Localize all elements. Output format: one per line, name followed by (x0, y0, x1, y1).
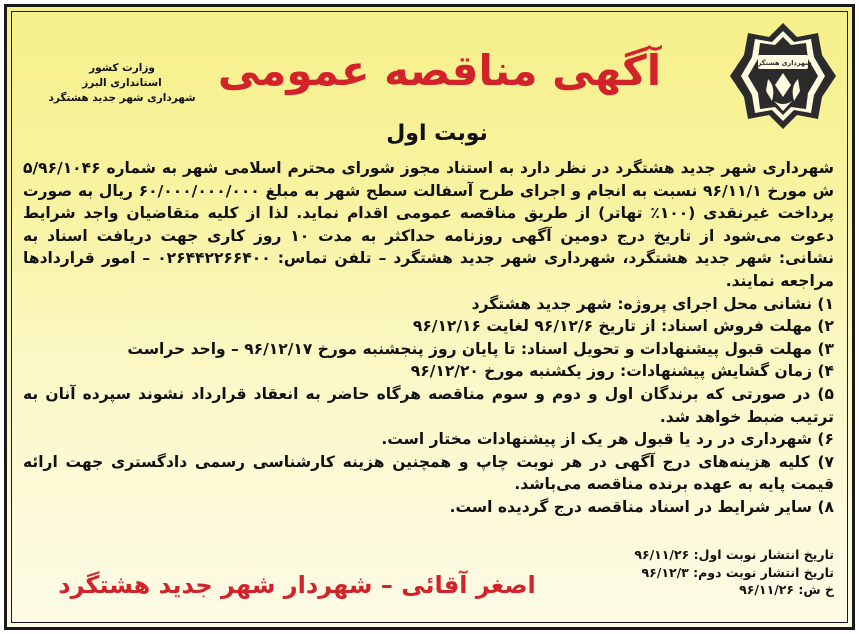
list-item: ۴) زمان گشایش پیشنهادات: روز یکشنبه مورخ ۹۶/۱۲/۲۰ (410, 362, 834, 381)
list-item: ۵) در صورتی که برندگان اول و دوم و سوم مناقصه هرگاه حاضر به انعقاد قرارداد نشوند سپرده آنان به ترتیب ضبط خواهد شد. (23, 384, 834, 426)
list-item: ۸) سایر شرایط در اسناد مناقصه درج گردیده است. (449, 497, 834, 516)
publication-dates (594, 546, 834, 599)
ad-body (23, 157, 834, 519)
publication-line: تاریخ انتشار نوبت دوم: ۹۶/۱۲/۳ (641, 564, 834, 580)
list-item: ۳) مهلت قبول پیشنهادات و تحویل اسناد: تا پایان روز پنجشنبه مورخ ۹۶/۱۲/۱۷ – واحد حراست (127, 339, 834, 358)
page-title: آگهی مناقصه عمومی (217, 46, 662, 95)
ministry-block (47, 61, 197, 106)
list-item: ۶) شهرداری در رد یا قبول هر یک از پیشنهادات مختار است. (381, 430, 834, 449)
list-item: ۲) مهلت فروش اسناد: از تاریخ ۹۶/۱۲/۶ لغایت ۹۶/۱۲/۱۶ (412, 317, 834, 336)
logo-text: شهرداری هشتگرد (754, 59, 812, 67)
list-item: ۷) کلیه هزینه‌های درج آگهی در هر نوبت چاپ و همچنین هزینه کارشناسی رسمی دادگستری جهت ارائه قیمت پایه به عهده برنده مناقصه می‌باشد. (23, 452, 834, 494)
publication-line: خ ش: ۹۶/۱۱/۲۶ (739, 582, 834, 597)
signature: اصغر آقائی – شهردار شهر جدید هشتگرد (58, 571, 536, 599)
list-item: ۱) نشانی محل اجرای پروژه: شهر جدید هشتگرد (471, 294, 834, 313)
round-label: نوبت اول (386, 121, 488, 146)
publication-line: تاریخ انتشار نوبت اول: ۹۶/۱۱/۲۶ (634, 547, 834, 562)
ministry-line: وزارت کشور (89, 62, 155, 74)
municipality-logo-icon (728, 21, 838, 131)
conditions-list (23, 293, 834, 519)
intro-paragraph: شهرداری شهر جدید هشتگرد در نظر دارد به استناد مجوز شورای محترم اسلامی شهر به شماره ۵/۹۶/۱۰۴۶ ش مورخ ۹۶/۱۱/۱ نسبت به انجام و اجرای طرح آسفالت سطح شهر به مبلغ ۶۰/۰۰۰/۰۰۰/۰۰۰ ریال به صورت پرداخت غیرنقدی (۱۰۰٪ تهاتر) از طریق مناقصه عمومی اقدام نماید. لذا از کلیه متقاضیان واجد شرایط دعوت می‌شود از تاریخ درج دومین آگهی روزنامه حداکثر به مدت ۱۰ روز کاری جهت دریافت اسناد به نشانی: شهر جدید هشتگرد، شهرداری شهر جدید هشتگرد – تلفن تماس: ۰۲۶۴۴۲۲۶۶۴۰۰ – امور قراردادها مراجعه نمایند. (23, 159, 835, 290)
tender-advertisement (4, 4, 855, 630)
ministry-line: استانداری البرز (82, 77, 162, 89)
ministry-line: شهرداری شهر جدید هشتگرد (48, 92, 196, 104)
